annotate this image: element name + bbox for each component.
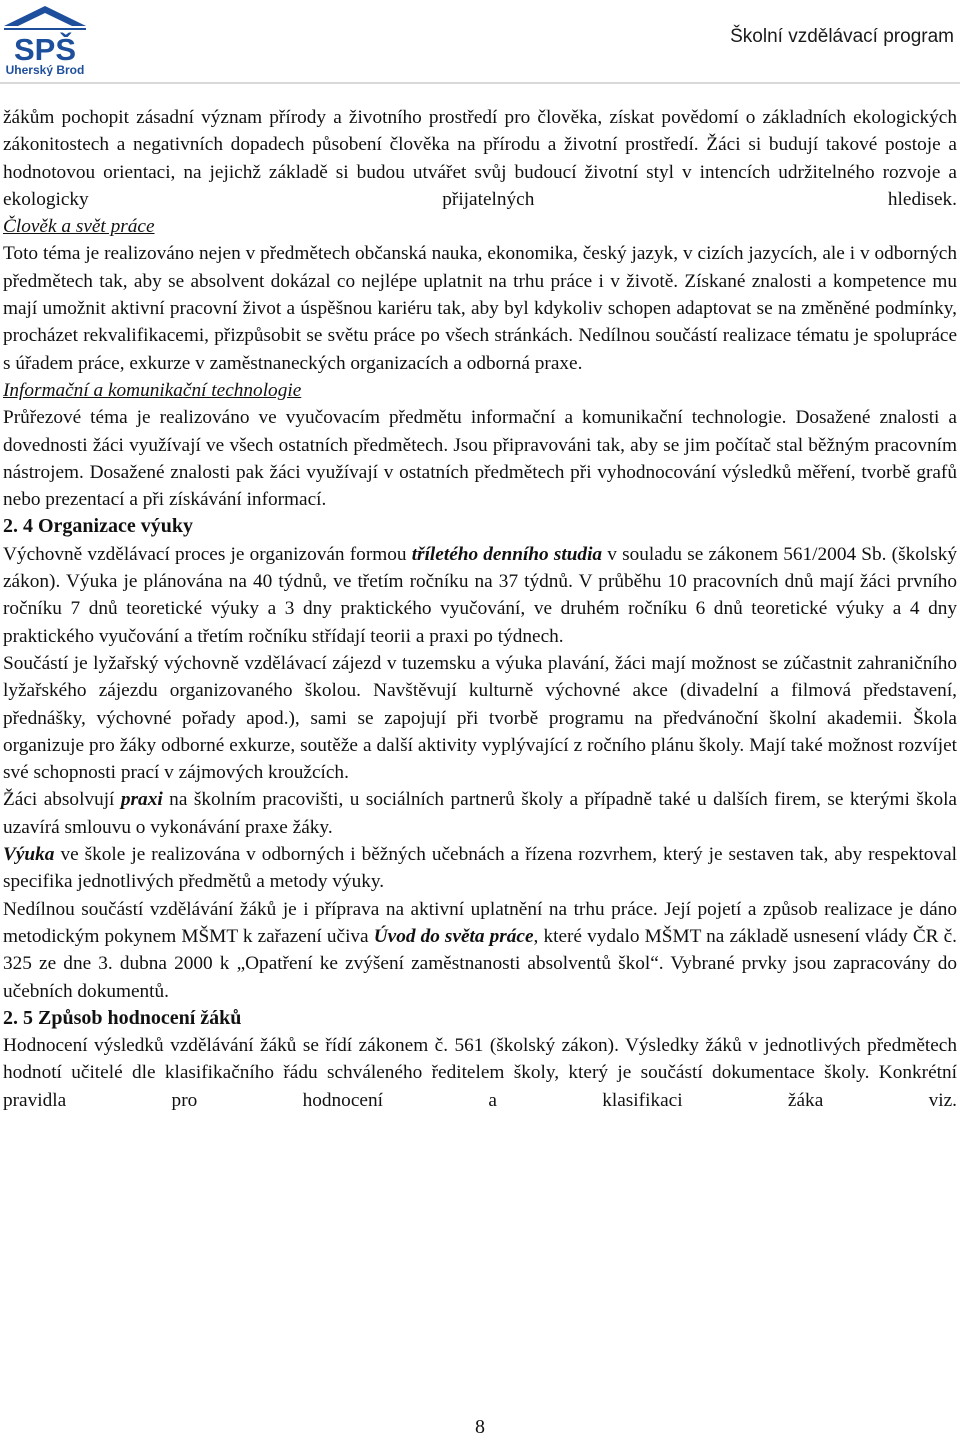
header-divider: [0, 82, 960, 84]
organizace-paragraph-5: Nedílnou součástí vzdělávání žáků je i příprava na aktivní uplatnění na trhu práce. Její pojetí a způsob realizace je dáno metodickým pokynem MŠMT k zařazení učiva Úvod do světa práce, které vydalo MŠMT na základě usnesení vlády ČR č. 325 ze dne 3. dubna 2000 k „Opatření ke zvýšení zaměstnanosti absolventů škol“. Vybrané prvky jsou zapracovány do učebních dokumentů.: [3, 898, 957, 1002]
organizace-paragraph-2: Součástí je lyžařský výchovně vzdělávací zájezd v tuzemsku a výuka plavání, žáci mají možnost se zúčastnit zahraničního lyžařského zájezdu organizovaného školou. Navštěvují kulturně výchovné akce (divadelní a filmová představení, přednášky, výchovné pořady apod.), sami se zapojují při tvorbě programu na předvánoční školní akademii. Škola organizuje pro žáky odborné exkurze, soutěže a další aktivity vyplývající z ročního plánu školy. Mají také možnost rozvíjet své schopnosti prací v zájmových kroužcích.: [3, 652, 957, 784]
school-logo: [2, 4, 88, 76]
document-body: [3, 104, 957, 1114]
program-title: Školní vzdělávací program: [730, 26, 954, 47]
page-number: 8: [475, 1416, 485, 1438]
logo-text: SPŠ: [13, 32, 77, 67]
logo-subtext: Uherský Brod: [5, 63, 85, 76]
subsection-title-ikt: Informační a komunikační technologie: [3, 379, 302, 401]
organizace-paragraph-4: Výuka ve škole je realizována v odborných i běžných učebnách a řízena rozvrhem, který je sestaven tak, aby respektoval specifika jednotlivých předmětů a metody výuky.: [3, 844, 957, 893]
hodnoceni-paragraph: Hodnocení výsledků vzdělávání žáků se řídí zákonem č. 561 (školský zákon). Výsledky žáků v jednotlivých předmětech hodnotí učitelé dle klasifikačního řádu schváleného ředitelem školy, který je součástí dokumentace školy. Konkrétní pravidla pro hodnocení a klasifikaci žáka viz.: [3, 1035, 957, 1111]
subsection-title-clovek: Člověk a svět práce: [3, 216, 155, 238]
section-heading-2-4: 2. 4 Organizace výuky: [3, 515, 193, 538]
page-header: [0, 0, 960, 84]
ikt-paragraph: Průřezové téma je realizováno ve vyučovacím předmětu informační a komunikační technologie. Dosažené znalosti a dovednosti žáci využívají ve všech ostatních předmětech. Jsou připravováni tak, aby se jim počítač stal běžným pracovním nástrojem. Dosažené znalosti pak žáci využívají v ostatních předmětech při vyhodnocování výsledků měření, tvorbě grafů nebo prezentací a při získávání informací.: [3, 407, 957, 511]
clovek-paragraph: Toto téma je realizováno nejen v předmětech občanská nauka, ekonomika, český jazyk, v cizích jazycích, ale i v odborných předmětech tak, aby se absolvent dokázal co nejlépe uplatnit na trhu práce i v životě. Získané znalosti a kompetence mu mají umožnit aktivní pracovní život a úspěšnou kariéru tak, aby byl kdykoliv schopen adaptovat se na změněné podmínky, procházet rekvalifikacemi, přizpůsobit se světu práce po všech stránkách. Nedílnou součástí realizace tématu je spolupráce s úřadem práce, exkurze v zaměstnaneckých organizacích a odborná praxe.: [3, 243, 957, 374]
intro-paragraph: žákům pochopit zásadní význam přírody a životního prostředí pro člověka, získat povědomí o základních ekologických zákonitostech a negativních dopadech působení člověka na přírodu a životní prostředí. Žáci si budují takové postoje a hodnotovou orientaci, na jejichž základě si budou utvářet svůj budoucí životní styl v intencích udržitelného rozvoje a ekologicky přijatelných hledisek.: [3, 107, 957, 210]
organizace-paragraph-3: Žáci absolvují praxi na školním pracovišti, u sociálních partnerů školy a případně také u dalších firem, se kterými škola uzavírá smlouvu o vykonávání praxe žáky.: [3, 789, 957, 838]
organizace-paragraph-1: Výchovně vzdělávací proces je organizován formou tříletého denního studia v souladu se zákonem 561/2004 Sb. (školský zákon). Výuka je plánována na 40 týdnů, ve třetím ročníku na 37 týdnů. V průběhu 10 pracovních dnů mají žáci prvního ročníku 7 dnů teoretické výuky a 3 dny praktického vyučování, ve druhém ročníku 6 dnů teoretické výuky a 4 dny praktického vyučování a třetím ročníku střídají teorii a praxi po týdnech.: [3, 543, 957, 647]
section-heading-2-5: 2. 5 Způsob hodnocení žáků: [3, 1006, 242, 1029]
